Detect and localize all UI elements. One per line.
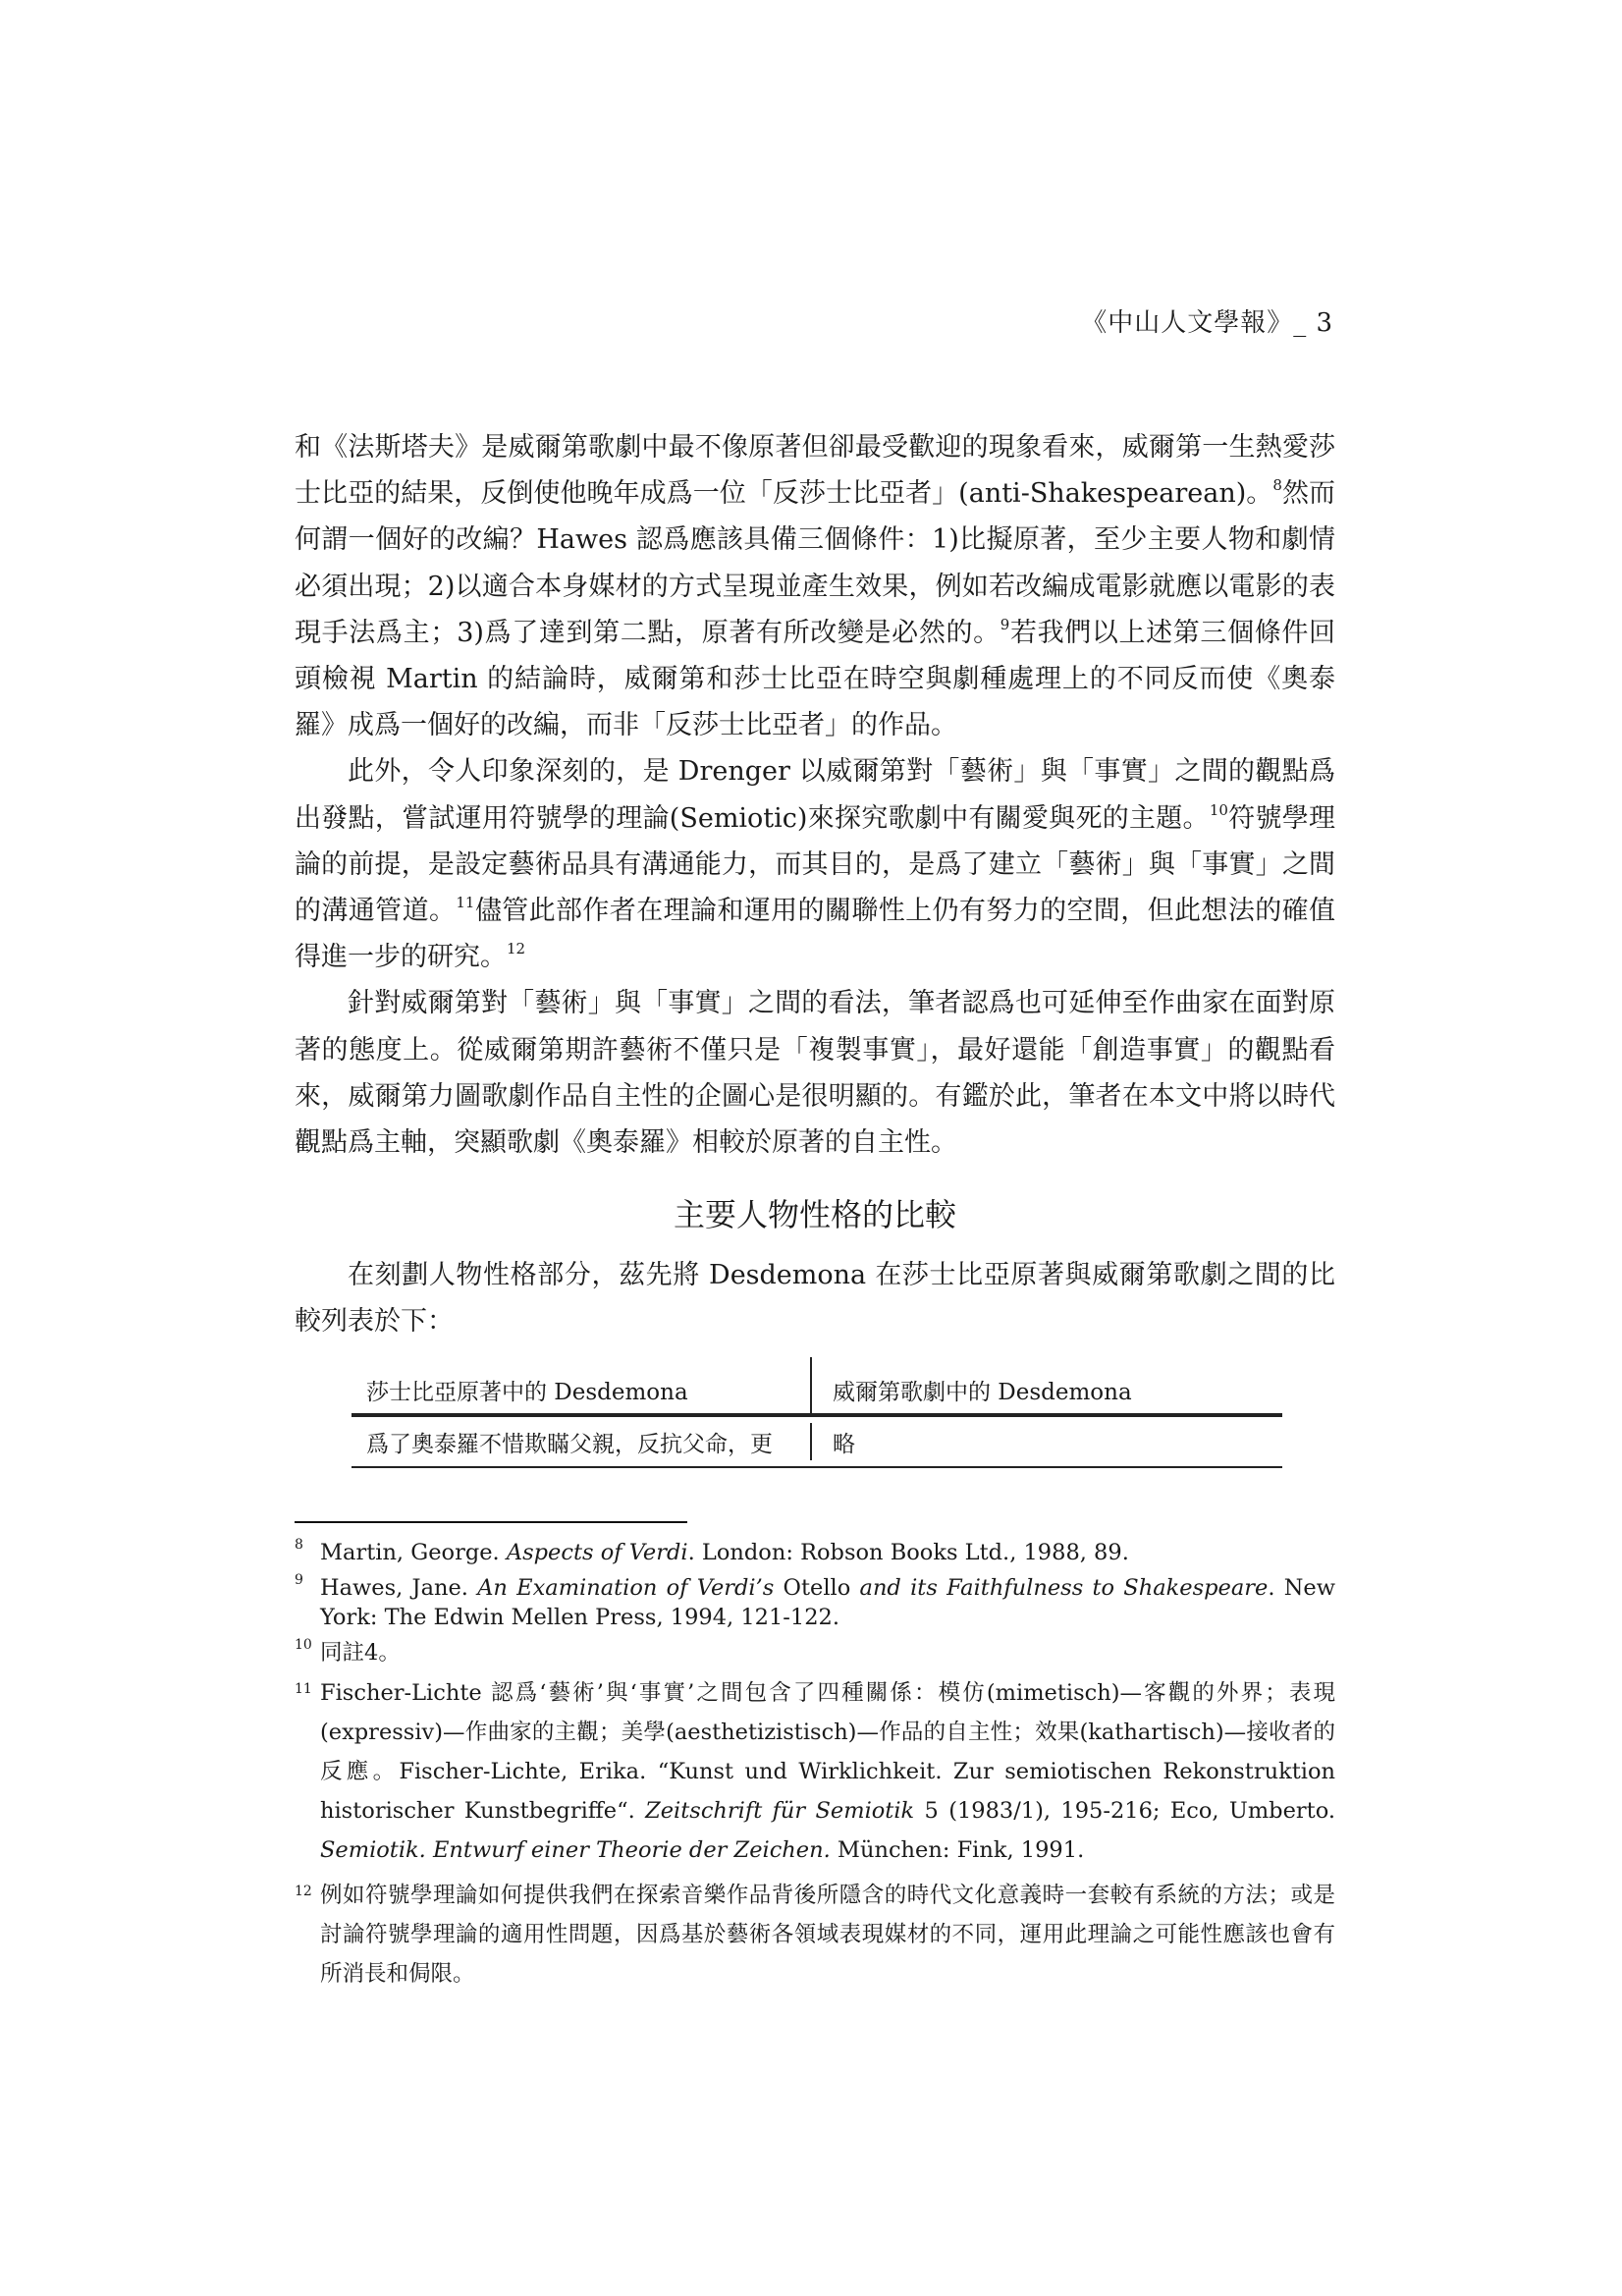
footnote-text: Fischer-Lichte 認爲‘藝術’與‘事實’之間包含了四種關係：模仿(mimetisch)—客觀的外界；表現(expressiv)—作曲家的主觀；美學(aesthetizistisch)—作品的自主性；效果(kathartisch)—接收者的反應。Fischer-Lichte, Erika. “Kunst und Wirklichkeit. Zur semiotischen Rekonstruktion historischer Kunstbegriffe“. (320, 1680, 1335, 1824)
footnote-ref-9[interactable]: 9 (1000, 615, 1010, 633)
footnote-text: Otello (774, 1575, 860, 1601)
table-cell: 爲了奧泰羅不惜欺瞞父親，反抗父命，更 (366, 1431, 773, 1457)
footnote-8 (295, 1538, 1335, 1567)
footnote-text: Martin, George. (320, 1540, 507, 1565)
running-header: 《中山人文學報》_ 3 (1081, 308, 1333, 338)
footnote-number: 9 (295, 1572, 303, 1588)
body-text (295, 424, 1335, 1345)
paragraph-text: 儘管此部作者在理論和運用的關聯性上仍有努力的空間，但此想法的確值得進一步的研究。 (295, 896, 1336, 973)
footnote-10 (295, 1638, 1335, 1667)
footnote-11 (295, 1673, 1335, 1870)
footnote-12 (295, 1876, 1335, 1994)
footnote-ref-12[interactable]: 12 (507, 940, 526, 958)
footnote-text: . New York: The Edwin Mellen Press, 1994, 121-122. (320, 1575, 1335, 1630)
paragraph-text: 和《法斯塔夫》是威爾第歌劇中最不像原著但卻最受歡迎的現象看來，威爾第一生熱愛莎士比亞的結果，反倒使他晚年成爲一位「反莎士比亞者」(anti-Shakespearean)。 (295, 432, 1335, 510)
footnote-number: 10 (295, 1637, 312, 1653)
footnote-italic: Aspects of Verdi (506, 1540, 688, 1565)
footnote-text: München: Fink, 1991. (830, 1837, 1085, 1863)
footnote-separator (295, 1521, 687, 1523)
footnotes (295, 1538, 1335, 1999)
paragraph-text: 此外，令人印象深刻的，是 Drenger 以威爾第對「藝術」與「事實」之間的觀點爲出發點，嘗試運用符號學的理論(Semiotic)來探究歌劇中有關愛與死的主題。 (295, 756, 1335, 834)
paragraph-1 (295, 424, 1335, 748)
footnote-9 (295, 1573, 1335, 1632)
paragraph-text: 若我們以上述第三個條件回頭檢視 Martin 的結論時，威爾第和莎士比亞在時空與劇種處理上的不同反而使《奧泰羅》成爲一個好的改編，而非「反莎士比亞者」的作品。 (295, 617, 1335, 741)
table-header-cell: 莎士比亞原著中的 Desdemona (366, 1380, 688, 1405)
table-divider (810, 1423, 812, 1460)
footnote-number: 8 (295, 1537, 303, 1553)
table-row (351, 1417, 1282, 1468)
footnote-text: 同註4。 (320, 1640, 401, 1666)
footnote-text: 5 (1983/1), 195-216; Eco, Umberto. (914, 1798, 1335, 1824)
footnote-italic: and its Faithfulness to Shakespeare (859, 1575, 1269, 1601)
table-cell: 略 (833, 1431, 855, 1457)
footnote-text: 例如符號學理論如何提供我們在探索音樂作品背後所隱含的時代文化意義時一套較有系統的方法；或是討論符號學理論的適用性問題，因爲基於藝術各領域表現媒材的不同，運用此理論之可能性應該也會有所消長和侷限。 (320, 1883, 1335, 1987)
comparison-table (351, 1367, 1282, 1468)
footnote-italic: Semiotik. Entwurf einer Theorie der Zeichen. (320, 1837, 831, 1863)
paragraph-3: 針對威爾第對「藝術」與「事實」之間的看法，筆者認爲也可延伸至作曲家在面對原著的態度上。從威爾第期許藝術不僅只是「複製事實」，最好還能「創造事實」的觀點看來，威爾第力圖歌劇作品自主性的企圖心是很明顯的。有鑑於此，筆者在本文中將以時代觀點爲主軸，突顯歌劇《奧泰羅》相較於原著的自主性。 (295, 988, 1335, 1159)
footnote-ref-10[interactable]: 10 (1209, 800, 1228, 819)
table-header-cell: 威爾第歌劇中的 Desdemona (833, 1380, 1132, 1405)
footnote-number: 11 (295, 1681, 312, 1697)
footnote-italic: An Examination of Verdi’s (477, 1575, 775, 1601)
table-header-row (351, 1367, 1282, 1417)
paragraph-text: 然而何謂一個好的改編？Hawes 認爲應該具備三個條件：1)比擬原著，至少主要人物和劇情必須出現；2)以適合本身媒材的方式呈現並產生效果，例如若改編成電影就應以電影的表現手法爲主；3)爲了達到第二點，原著有所改變是必然的。 (295, 478, 1336, 648)
footnote-italic: Zeitschrift für Semiotik (645, 1798, 915, 1824)
footnote-ref-11[interactable]: 11 (456, 894, 475, 912)
paragraph-text: 符號學理論的前提，是設定藝術品具有溝通能力，而其目的，是爲了建立「藝術」與「事實」之間的溝通管道。 (295, 802, 1335, 927)
footnote-text: Hawes, Jane. (320, 1575, 478, 1601)
paragraph-2 (295, 748, 1335, 980)
footnote-number: 12 (295, 1884, 312, 1899)
table-divider (810, 1357, 812, 1413)
section-intro: 在刻劃人物性格部分，茲先將 Desdemona 在莎士比亞原著與威爾第歌劇之間的比較列表於下： (295, 1260, 1335, 1338)
footnote-ref-8[interactable]: 8 (1272, 476, 1282, 495)
footnote-text: . London: Robson Books Ltd., 1988, 89. (687, 1540, 1129, 1565)
section-title: 主要人物性格的比較 (673, 1196, 956, 1234)
